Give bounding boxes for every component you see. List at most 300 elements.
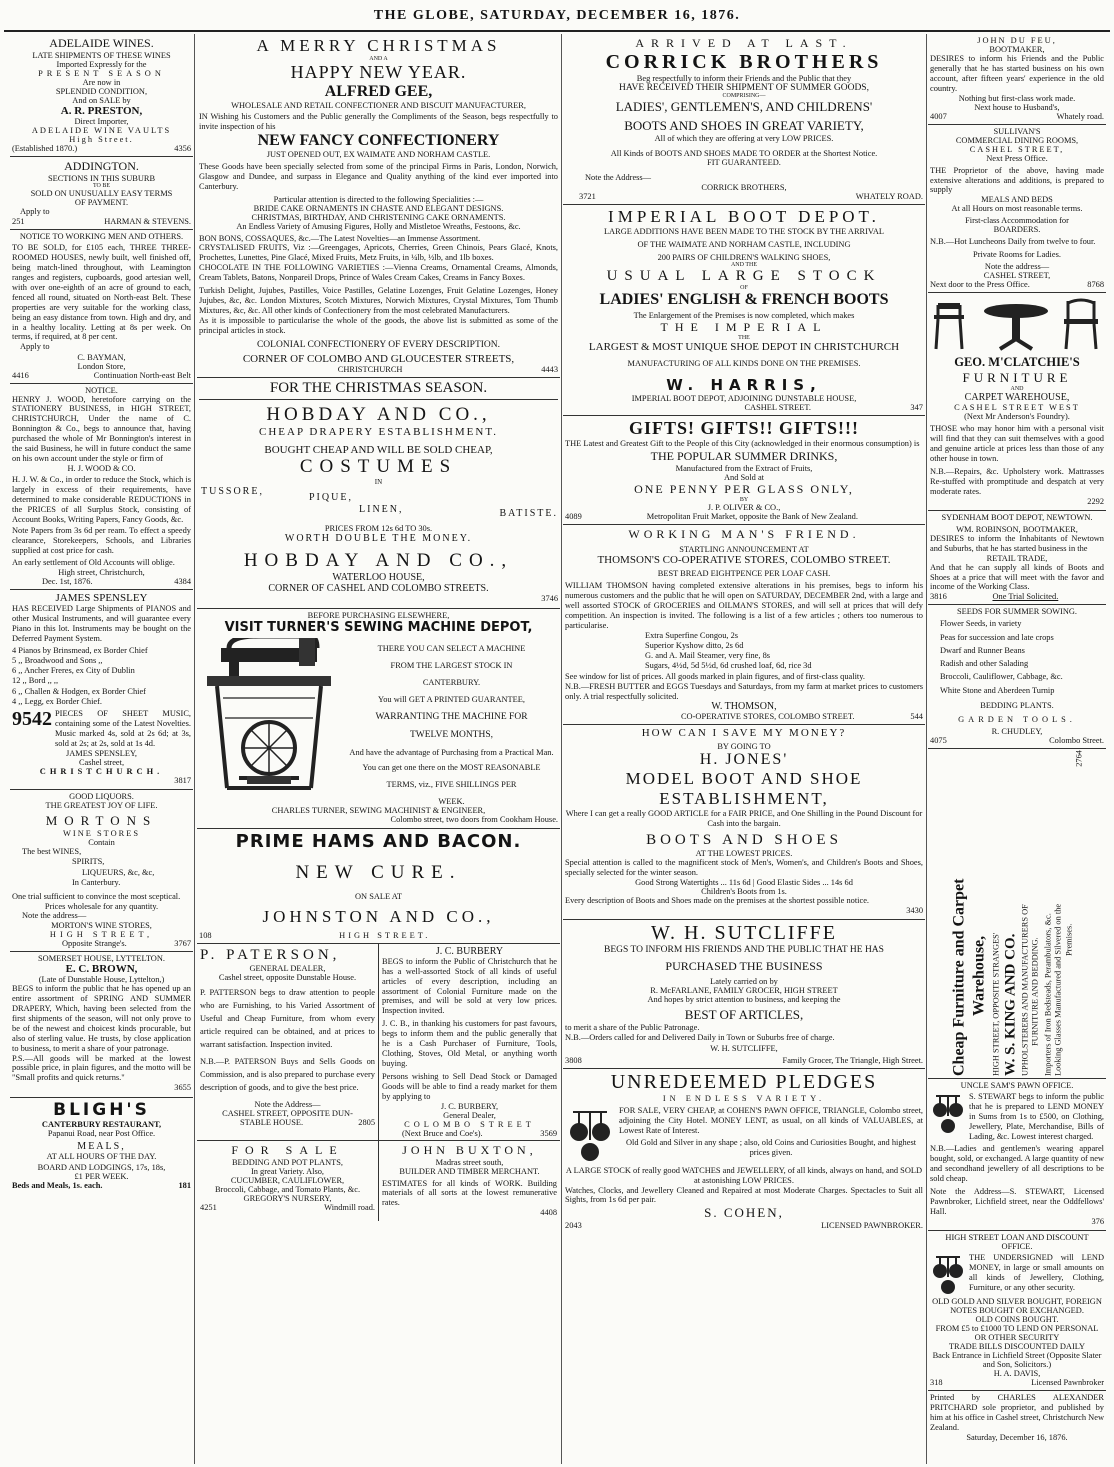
ad-body: WILLIAM THOMSON having completed extensive alterations in his premises, begs to inform his numerous customers and the public that he will open on SATURDAY, DECEMBER 2nd, with a large and well assorted STOCK of GROCERIES and OILMAN'S STORES, and will sell at prices that will defy competition. An inspection is invited. The following is a list of a few articles ; others too numerous to particularise. bbox=[565, 581, 923, 630]
buxton-builder-ad bbox=[378, 1141, 560, 1221]
ad-number: 544 bbox=[910, 712, 923, 722]
pawnbroker-balls-icon bbox=[930, 1092, 966, 1136]
ad-line: Imported Expressly for the bbox=[56, 60, 147, 69]
jones-boot-shoe-ad bbox=[563, 725, 925, 920]
ad-line: STARTLING ANNOUNCEMENT AT bbox=[679, 545, 809, 555]
ad-line: All of which they are offering at very LOW PRICES. bbox=[654, 134, 834, 143]
ad-line: THE POPULAR SUMMER DRINKS, bbox=[650, 449, 838, 464]
ad-number: 3721 bbox=[579, 192, 596, 202]
ad-line: UPHOLSTERERS AND MANUFACTURERS OF bbox=[1020, 904, 1030, 1077]
seed-item: Broccoli, Cauliflower, Cabbage, &c. bbox=[940, 672, 1063, 682]
sewing-machine-illustration bbox=[199, 638, 339, 798]
uncle-sams-pawn-office-ad bbox=[928, 1079, 1106, 1231]
ad-line: Children's Boots from 1s. bbox=[701, 887, 787, 897]
ad-line: In great Variety. Also, bbox=[250, 1166, 325, 1176]
alfred-gee-confectioner-ad bbox=[197, 34, 560, 378]
ad-line: Good Strong Watertights ... 11s 6d | Good Elastic Sides ... 14s 6d bbox=[635, 878, 853, 888]
ad-title: SEEDS FOR SUMMER SOWING. bbox=[956, 607, 1078, 617]
ad-line: CORNER OF CASHEL AND COLOMBO STREETS. bbox=[268, 583, 489, 595]
ad-body: N.B.—Repairs, &c. Upholstery work. Mattrasses Re-stuffed with promptitude and despatch at very moderate rates. bbox=[930, 466, 1104, 496]
ad-title: ARRIVED AT LAST. bbox=[635, 36, 853, 50]
ad-name: C. BAYMAN, bbox=[77, 352, 126, 362]
ad-title: IMPERIAL BOOT DEPOT. bbox=[608, 207, 880, 227]
ad-line: LATE SHIPMENTS OF THESE WINES bbox=[32, 51, 171, 60]
ad-body: THE Proprietor of the above, having made extensive alterations and additions, is prepared to supply bbox=[930, 165, 1104, 195]
ad-number: 3569 bbox=[540, 1128, 557, 1138]
ad-line: Next house to Husband's, bbox=[974, 102, 1060, 112]
ad-number: 4416 bbox=[12, 370, 29, 380]
ad-line: Cashel street, bbox=[78, 757, 125, 767]
ad-number: 3816 bbox=[930, 592, 947, 602]
ad-title: Cheap Furniture and Carpet bbox=[950, 878, 968, 1077]
king-furniture-warehouse-ad bbox=[928, 749, 1106, 1079]
gregory-nursery-ad bbox=[197, 1141, 378, 1221]
ad-line: In Canterbury. bbox=[72, 877, 121, 887]
ad-body: BEGS to inform the public that he has opened up an entire assortment of SPRING AND SUMMER DRAPERY, Which, having been selected from the first shipments of the season, will not only prove to be of the newest and choicest kinds procurable, but also of sterling value. He trusts, by close application to business, to merit a share of your patronage. bbox=[12, 984, 191, 1053]
ad-line: STABLE HOUSE. bbox=[240, 1118, 304, 1128]
ad-line: CASHEL STREET, bbox=[969, 144, 1065, 154]
ad-line: High Street. bbox=[69, 135, 134, 144]
spensley-pianos-ad bbox=[10, 590, 193, 790]
ad-body: TO BE SOLD, for £105 each, THREE THREE-ROOMED HOUSES, newly built, well finished off, being match-lined throughout, with Leamington ranges and registers, cupboards, good artesian well, with over one-eighth of an acre of ground to each, fenced all round, situated on North-east Belt. These properties are very suitable for the working class, being an easy distance from town. High and dry, and in a healthy locality. Letting at 8s per week. On terms, if required, at 8 per cent. bbox=[12, 243, 191, 342]
ad-line: CO-OPERATIVE STORES, COLOMBO STREET. bbox=[680, 712, 855, 722]
speciality-item: Turkish Delight, Jujubes, Pastilles, Voice Pastilles, Gelatine Lozenges, Fruit Gelatine Lozenges, Honey Jujubes, &c, &c. London Mixtures, Scotch Mixtures, Norwich Mixtures, Crystal Mixtures, Tom Thumb Mixtures, &c, &c. All other kinds of Confectionery from the most celebrated Manufacturers. bbox=[199, 286, 558, 315]
speciality-item: As it is impossible to particularise the whole of the goods, the above list is submitted as some of the principal articles in stock. bbox=[199, 315, 558, 335]
ad-line: Are now in bbox=[82, 78, 121, 87]
ad-line: Colombo Street. bbox=[1049, 735, 1104, 745]
ad-line: Note the Address— bbox=[585, 173, 652, 182]
ad-line: Cashel street, opposite Dunstable House. bbox=[218, 973, 357, 983]
ad-line: SOLD ON UNUSUALLY EASY TERMS bbox=[30, 189, 173, 198]
ad-line: CHRISTCHURCH. bbox=[39, 766, 164, 776]
cohen-pawn-office-ad bbox=[563, 1069, 925, 1234]
ad-line: USUAL LARGE STOCK bbox=[606, 268, 882, 285]
ad-line: COLOMBO STREET bbox=[404, 1119, 535, 1129]
ad-line: WARRANTING THE MACHINE FOR bbox=[375, 711, 528, 722]
ad-title: GIFTS! GIFTS!! GIFTS!!! bbox=[628, 418, 860, 439]
johnston-hams-bacon-ad bbox=[197, 829, 560, 944]
furniture-illustration bbox=[930, 297, 1104, 353]
seed-item: Peas for succession and late crops bbox=[940, 632, 1054, 642]
ad-body: Special attention is called to the magnificent stock of Men's, Women's, and Children's Boots and Shoes, specially selected for the winter season. bbox=[565, 858, 923, 878]
ad-line: £1 PER WEEK. bbox=[74, 1171, 129, 1181]
imprint-date: Saturday, December 16, 1876. bbox=[966, 1432, 1068, 1442]
pawnbroker-balls-icon bbox=[565, 1106, 615, 1164]
ad-name: GREGORY'S NURSERY, bbox=[243, 1193, 332, 1203]
ad-line: And have the advantage of Purchasing from a Practical Man. bbox=[349, 747, 554, 757]
ad-number: 2805 bbox=[358, 1118, 375, 1128]
oliver-summer-drinks-ad bbox=[563, 416, 925, 525]
mclatchie-furniture-ad bbox=[928, 293, 1106, 511]
imperial-boot-depot-ad bbox=[563, 205, 925, 416]
ad-title: NOTICE TO WORKING MEN AND OTHERS. bbox=[19, 232, 184, 242]
fabric-item: LINEN, bbox=[359, 503, 404, 515]
ad-line: CASHEL STREET. bbox=[744, 403, 811, 413]
ad-line: CHEAP DRAPERY ESTABLISHMENT. bbox=[259, 425, 498, 438]
ad-title: UNCLE SAM'S PAWN OFFICE. bbox=[960, 1080, 1074, 1090]
ad-body: S. STEWART begs to inform the public that he is prepared to LEND MONEY in Sums from 1s to £500, on Clothing, Jewellery, Plate, Merchandise, Bills of Lading, &c. Lowest interest charged. bbox=[969, 1091, 1104, 1141]
ad-number: 2764 bbox=[1074, 750, 1084, 768]
ad-body: DESIRES to inform his Friends and the Public generally that he has started business on his own account, after fifteen years' experience in the old country. bbox=[930, 54, 1104, 93]
ad-number: 4007 bbox=[930, 111, 947, 121]
ad-title: JOHN BUXTON, bbox=[402, 1142, 537, 1157]
two-column-ads-row bbox=[197, 1140, 560, 1221]
ad-title: PRIME HAMS AND BACON. bbox=[235, 830, 522, 852]
ad-title: ESTABLISHMENT, bbox=[659, 789, 829, 809]
piano-item: 12 ,, Bord ,, ,, bbox=[12, 676, 59, 686]
speciality-item: CRYSTALISED FRUITS, Viz :—Greengages, Apricots, Cherries, Green Chinois, Pears Glacé, Knots, Prochettes, Lunettes, Pine Glacé, Mixed Fruits, Metz Fruits, in ¼lb, ½lb, and 1lb boxes. bbox=[199, 243, 558, 263]
ad-line: THOMSON'S CO-OPERATIVE STORES, COLOMBO STREET. bbox=[597, 554, 891, 567]
ad-line: Note the address— bbox=[984, 262, 1050, 272]
ad-line: WHOLESALE AND RETAIL CONFECTIONER AND BISCUIT MANUFACTURER, bbox=[231, 101, 526, 110]
ad-name: R. CHUDLEY, bbox=[991, 726, 1043, 736]
ad-line: Prices wholesale for any quantity. bbox=[44, 901, 159, 911]
ad-title: SOMERSET HOUSE, LYTTELTON. bbox=[38, 954, 165, 964]
ad-line: Apply to bbox=[20, 342, 50, 352]
ad-title: JOHN DU FEU, bbox=[977, 36, 1057, 45]
ad-line: HIGH STREET, bbox=[49, 930, 154, 940]
ad-line: TO BE bbox=[92, 183, 111, 189]
ad-body: ESTIMATES for all kinds of WORK. Building materials of all sorts at the lowest remunerative rates. bbox=[382, 1178, 557, 1208]
ad-line: Premises. bbox=[1064, 924, 1074, 957]
ad-line: Licensed Pawnbroker bbox=[1031, 1378, 1104, 1387]
ad-line: WHATELY ROAD. bbox=[855, 192, 923, 202]
thomson-cooperative-stores-ad bbox=[563, 525, 925, 725]
ad-number: 8768 bbox=[1087, 280, 1104, 290]
ad-line: FIT GUARANTEED. bbox=[707, 158, 781, 167]
ad-line: to merit a share of the Public Patronage. bbox=[565, 1023, 700, 1033]
ad-body: Persons wishing to Sell Dead Stock or Damaged Goods will be able to find a ready market for them by applying to bbox=[382, 1071, 557, 1101]
ad-number: 4384 bbox=[174, 577, 191, 587]
ad-line: SECTIONS IN THIS SUBURB bbox=[47, 174, 156, 183]
ad-line: CANTERBURY. bbox=[422, 677, 481, 687]
ad-line: MEALS AND BEDS bbox=[981, 195, 1053, 205]
ad-line: At all Hours on most reasonable terms. bbox=[951, 204, 1083, 214]
ad-line: CHRISTCHURCH bbox=[337, 364, 403, 374]
ad-number: 376 bbox=[1091, 1216, 1104, 1226]
fabric-item: PIQUE, bbox=[309, 491, 353, 503]
corrick-brothers-ad bbox=[563, 34, 925, 205]
ad-name: CORRICK BROTHERS, bbox=[701, 183, 787, 193]
ad-line: And on SALE by bbox=[72, 96, 131, 105]
ad-name: W. THOMSON, bbox=[711, 701, 777, 713]
ad-line: BY GOING TO bbox=[717, 742, 771, 752]
ad-line: ON SALE AT bbox=[355, 891, 402, 901]
ad-number: 4408 bbox=[540, 1208, 557, 1218]
ad-line: Colombo street, two doors from Cookham House. bbox=[390, 814, 558, 824]
ad-name: WM. ROBINSON, BOOTMAKER, bbox=[956, 524, 1078, 534]
ad-title: HOW CAN I SAVE MY MONEY? bbox=[641, 727, 847, 740]
ad-name: CHARLES TURNER, SEWING MACHINIST & ENGINEER, bbox=[271, 805, 486, 815]
ad-name: HOBDAY AND CO., bbox=[266, 403, 491, 425]
ad-line: R. McFARLANE, FAMILY GROCER, HIGH STREET bbox=[650, 986, 838, 996]
ad-line: BOARDERS. bbox=[993, 225, 1041, 235]
fabric-item: BATISTE. bbox=[499, 508, 558, 520]
ad-line: HIGH STREET, OPPOSITE STRANGES' bbox=[991, 933, 1001, 1077]
ad-line: IN bbox=[374, 477, 383, 486]
ad-line: One Trial Solicited. bbox=[992, 592, 1059, 602]
ad-line: FURNITURE AND BEDDING. bbox=[1030, 937, 1040, 1047]
ad-title: UNREDEEMED PLEDGES bbox=[610, 1070, 878, 1093]
turner-sewing-machine-ad bbox=[197, 609, 560, 829]
ad-line: General Dealer, bbox=[443, 1110, 496, 1120]
column-rule bbox=[194, 34, 195, 1464]
grocery-item: Sugars, 4½d, 5d 5½d, 6d crushed loaf, 6d, rice 3d bbox=[645, 661, 812, 671]
ad-line: THE bbox=[738, 335, 750, 342]
speciality-item: CHOCOLATE IN THE FOLLOWING VARIETIES :—Vienna Creams, Ornamental Creams, Almonds, Cream Tablets, Batons, Nonpareil Drops, Prince of Wales Cream Cakes, Creams in Fancy Boxes. bbox=[199, 263, 558, 283]
ad-title: WORKING MAN'S FRIEND. bbox=[628, 527, 860, 542]
ad-name: A. R. PRESTON, bbox=[60, 105, 143, 117]
ad-line: You will GET A PRINTED GUARANTEE, bbox=[378, 694, 525, 704]
ad-title: NOTICE. bbox=[85, 385, 118, 395]
ad-line: HAVE RECEIVED THEIR SHIPMENT OF SUMMER GOODS, bbox=[619, 83, 869, 93]
sheet-music-count: 9542 bbox=[12, 708, 52, 731]
ad-number: 3817 bbox=[174, 775, 191, 785]
column-rule bbox=[561, 34, 562, 1464]
ad-line: Opposite Strange's. bbox=[62, 939, 127, 949]
ad-line: Back Entrance in Lichfield Street (Opposite Slater and Son, Solicitors.) bbox=[932, 1351, 1102, 1369]
ad-line: CORNER OF COLOMBO AND GLOUCESTER STREETS, bbox=[242, 352, 515, 365]
ad-line: BEDDING AND POT PLANTS, bbox=[231, 1157, 344, 1167]
ad-line: Note the Address— bbox=[254, 1100, 321, 1110]
ad-line: Whately road. bbox=[1056, 111, 1104, 121]
working-men-notice-ad bbox=[10, 230, 193, 383]
ad-line: RETAIL TRADE, bbox=[986, 553, 1048, 563]
ad-line: You can get one there on the MOST REASONABLE bbox=[362, 762, 541, 772]
ad-line: WEEK. bbox=[438, 796, 465, 806]
ad-number: 4251 bbox=[200, 1202, 217, 1212]
ad-line: AT THE LOWEST PRICES. bbox=[695, 849, 793, 859]
ad-line: BUILDER AND TIMBER MERCHANT. bbox=[399, 1166, 540, 1176]
ad-line: CARPET WAREHOUSE, bbox=[964, 392, 1070, 404]
ad-body: Every description of Boots and Shoes made on the premises at the shortest possible notice. bbox=[565, 896, 869, 906]
ad-line: AND A bbox=[369, 56, 388, 62]
ad-line: FROM £5 to £1000 TO LEND ON PERSONAL OR OTHER SECURITY bbox=[935, 1324, 1099, 1342]
column-3 bbox=[563, 34, 925, 1464]
ad-line: Nothing but first-class work made. bbox=[958, 93, 1076, 103]
ad-line: And Sold at bbox=[723, 473, 764, 483]
paterson-dealer-ad bbox=[197, 944, 378, 1140]
column-rule bbox=[926, 34, 927, 1464]
ad-line: JUST OPENED OUT, EX WAIMATE AND NORHAM CASTLE. bbox=[266, 149, 491, 159]
ad-body: P. PATTERSON begs to draw attention to people who are Furnishing, to his Varied Assortment of Useful and Cheap Furniture, from whom every article required can be obtained, and at prices to warrant satisfaction. Inspection invited. bbox=[200, 988, 375, 1050]
ad-line: (Next Mr Anderson's Foundry). bbox=[964, 412, 1070, 422]
ad-line: MEALS, bbox=[77, 1140, 126, 1152]
ad-line: (Next Bruce and Coe's). bbox=[402, 1128, 483, 1138]
ad-body: BEGS to inform the Public of Christchurch that he has a well-assorted Stock of all kinds of useful articles of every description, including an assortment of Colonial Furniture made on the premises, and will be sold at very low prices. Inspection invited. bbox=[382, 956, 557, 1016]
ad-body: Old Gold and Silver in any shape ; also, old Coins and Curiosities Bought, and highest prices given. bbox=[625, 1138, 917, 1158]
ad-name: J. P. OLIVER & CO., bbox=[707, 503, 781, 513]
ad-line: LIQUEURS, &c, &c, bbox=[82, 867, 155, 877]
piano-item: 6 ,, Ancher Freres, ex City of Dublin bbox=[12, 666, 135, 676]
piano-item: 5 ,, Broadwood and Sons ,, bbox=[12, 655, 103, 665]
ad-line: MORTON'S WINE STORES, bbox=[51, 921, 152, 931]
ad-name: W. S. KING AND CO. bbox=[1002, 933, 1019, 1077]
ad-number: 4443 bbox=[541, 364, 558, 374]
ad-name: H. JONES' bbox=[699, 751, 789, 769]
speciality-item: BON BONS, COSSAQUES, &c.—The Latest Novelties—an Immense Assortment. bbox=[199, 233, 481, 243]
ad-line: Continuation North-east Belt bbox=[93, 370, 191, 380]
ad-number: 4356 bbox=[174, 144, 191, 153]
ad-title: SYDENHAM BOOT DEPOT, NEWTOWN. bbox=[941, 512, 1093, 522]
sutcliffe-grocer-ad bbox=[563, 920, 925, 1069]
column-4 bbox=[928, 34, 1106, 1464]
ad-title: COSTUMES bbox=[299, 455, 458, 477]
ad-body: THOSE who may honor him with a personal visit will find that they can suit themselves with a good and genuine article at prices less than those of any other house in town. bbox=[930, 424, 1104, 463]
ad-line: COLONIAL CONFECTIONERY OF EVERY DESCRIPTION. bbox=[256, 339, 501, 350]
ad-line: WATERLOO HOUSE, bbox=[332, 572, 425, 584]
printer-imprint bbox=[928, 1391, 1106, 1445]
mortons-wine-stores-ad bbox=[10, 790, 193, 952]
ad-title: HIGH STREET LOAN AND DISCOUNT OFFICE. bbox=[945, 1233, 1089, 1251]
ad-line: Note the address— bbox=[22, 910, 87, 920]
ad-line: GARDEN TOOLS. bbox=[958, 714, 1076, 724]
ad-line: GENERAL DEALER, bbox=[249, 964, 326, 974]
ad-line: BOUGHT CHEAP AND WILL BE SOLD CHEAP, bbox=[264, 443, 493, 456]
ad-line: Family Grocer, The Triangle, High Street. bbox=[782, 1055, 923, 1065]
ad-body: P.S.—All goods will be marked at the lowest possible price, in plain figures, and the motto will be "Small profits and quick returns." bbox=[12, 1053, 191, 1083]
ad-line: Direct Importer, bbox=[74, 117, 129, 126]
ad-number: 181 bbox=[178, 1180, 191, 1190]
ad-body: THE UNDERSIGNED will LEND MONEY, in large or small amounts on all kinds of Jewellery, Clothing, Furniture, or any other security. bbox=[969, 1253, 1104, 1292]
ad-title: GOOD LIQUORS. bbox=[69, 792, 134, 802]
ad-title: ADDINGTON. bbox=[64, 159, 139, 173]
ad-line: CASHEL STREET WEST bbox=[954, 403, 1080, 413]
ad-title: FURNITURE bbox=[962, 370, 1072, 386]
ad-name: HOBDAY AND CO., bbox=[243, 550, 514, 572]
column-2 bbox=[197, 34, 560, 1464]
ad-line: BOOTMAKER, bbox=[989, 45, 1045, 54]
ad-line: 200 PAIRS OF CHILDREN'S WALKING SHOES, bbox=[657, 253, 831, 263]
ad-line: All Kinds of BOOTS AND SHOES MADE TO ORDER at the Shortest Notice. bbox=[610, 149, 878, 158]
ad-line: THE IMPERIAL bbox=[660, 320, 828, 335]
ad-name: HARMAN & STEVENS. bbox=[104, 217, 191, 227]
robinson-bootmaker-ad bbox=[928, 511, 1106, 606]
ad-line: BEGS TO INFORM HIS FRIENDS AND THE PUBLIC THAT HE HAS bbox=[604, 945, 884, 956]
du-feu-bootmaker-ad bbox=[928, 34, 1106, 125]
ad-line: Dec. 1st, 1876. bbox=[42, 577, 93, 587]
ad-line: OF bbox=[740, 285, 748, 292]
ad-line: COMMERCIAL DINING ROOMS, bbox=[955, 135, 1079, 145]
ad-title: NEW FANCY CONFECTIONERY bbox=[257, 131, 500, 149]
ad-title: ADELAIDE WINES. bbox=[49, 36, 154, 50]
ad-name: GEO. M'CLATCHIE'S bbox=[954, 355, 1080, 370]
seed-item: White Stone and Aberdeen Turnip bbox=[940, 685, 1055, 695]
ad-number: 2292 bbox=[1087, 496, 1104, 506]
masthead-title: THE GLOBE, SATURDAY, DECEMBER 16, 1876. bbox=[373, 8, 741, 23]
ad-line: THE GREATEST JOY OF LIFE. bbox=[45, 801, 158, 811]
sullivans-dining-rooms-ad bbox=[928, 125, 1106, 294]
ad-line: Importers of Iron Bedsteads, Perambulators, &c. bbox=[1043, 913, 1053, 1077]
ad-title: P. PATERSON, bbox=[200, 946, 341, 963]
ad-line: AND bbox=[1010, 386, 1024, 393]
ad-line: Looking Glasses Manufactured and Silvered on the bbox=[1053, 904, 1063, 1077]
blighs-restaurant-ad bbox=[10, 1098, 193, 1193]
davis-loan-discount-office-ad bbox=[928, 1231, 1106, 1391]
ad-number: 2043 bbox=[565, 1221, 582, 1231]
ad-title: SULLIVAN'S bbox=[993, 126, 1041, 136]
fabric-item: TUSSORE, bbox=[201, 485, 264, 497]
addington-ad bbox=[10, 157, 193, 230]
speciality-item: An Endless Variety of Amusing Figures, Holly and Mistletoe Wreaths, Festoons, &c. bbox=[236, 221, 521, 231]
ad-body: And that he can supply all kinds of Boots and Shoes at a price that will meet with the favor and income of the Working Class. bbox=[930, 562, 1104, 592]
ad-line: WORTH DOUBLE THE MONEY. bbox=[284, 533, 473, 545]
ad-body: J. C. B., in thanking his customers for past favours, begs to inform them and the public generally that he is a Cash Purchaser of Furniture, Tools, Clothing, Stoves, Old Metal, or anything worth buying. bbox=[382, 1019, 557, 1068]
ad-line: TERMS, viz., FIVE SHILLINGS PER bbox=[386, 779, 517, 789]
ad-name: MORTONS bbox=[45, 813, 158, 829]
ad-name: W. H. SUTCLIFFE, bbox=[710, 1043, 778, 1053]
ad-line: WINE STORES bbox=[63, 829, 140, 839]
ad-line: BOOTS AND SHOES bbox=[646, 832, 842, 849]
ad-line: TWELVE MONTHS, bbox=[409, 729, 494, 740]
ad-number: 251 bbox=[12, 217, 25, 227]
ad-line: Next Press Office. bbox=[986, 153, 1048, 163]
ad-body: N.B.—Ladies and gentlemen's wearing apparel bought, sold, or exchanged. A large quantity of new and secondhand jewellery of all descriptions to be sold cheap. bbox=[930, 1144, 1104, 1184]
ad-line: PRICES FROM 12s 6d TO 30s. bbox=[324, 524, 433, 534]
ad-line: Madras street south, bbox=[435, 1157, 504, 1167]
ad-line: BOARD AND LODGINGS, 17s, 18s, bbox=[37, 1162, 166, 1172]
ad-line: PRESENT SEASON bbox=[38, 69, 165, 78]
piano-item: 4 ,, Legg, ex Border Chief. bbox=[12, 696, 103, 706]
ad-body: One trial sufficient to convince the most sceptical. bbox=[12, 892, 181, 902]
column-1 bbox=[10, 34, 193, 1464]
ad-line: (Established 1870.) bbox=[12, 144, 78, 153]
ad-line: First-class Accommodation for bbox=[965, 216, 1069, 226]
ad-line: THERE YOU CAN SELECT A MACHINE bbox=[377, 643, 526, 653]
ad-number: 318 bbox=[930, 1378, 943, 1387]
ad-body: N.B.—FRESH BUTTER and EGGS Tuesdays and Saturdays, from my farm at market prices to customers only. A trial respectfully solicited. bbox=[565, 681, 923, 701]
seed-item: Radish and other Salading bbox=[940, 659, 1029, 669]
ad-line: TRADE BILLS DISCOUNTED DAILY bbox=[948, 1342, 1086, 1351]
ad-line: BEDDING PLANTS. bbox=[980, 700, 1054, 710]
ad-line: MANUFACTURING OF ALL KINDS DONE ON THE PREMISES. bbox=[627, 359, 861, 369]
ad-number: 3430 bbox=[906, 905, 923, 915]
burbery-dealer-ad bbox=[378, 944, 560, 1140]
ad-line: Beg respectfully to inform their Friends and the Public that they bbox=[636, 74, 852, 83]
ad-body: N.B.—P. PATERSON Buys and Sells Goods on Commission, and is also prepared to purchase every description of goods, and to give the best price. bbox=[200, 1057, 375, 1093]
ad-title: HAPPY NEW YEAR. bbox=[290, 62, 467, 82]
ad-line: High street, Christchurch, bbox=[58, 568, 145, 578]
ad-line: LADIES' ENGLISH & FRENCH BOOTS bbox=[599, 291, 889, 309]
ad-line: AND THE bbox=[730, 262, 758, 269]
ad-line: ONE PENNY PER GLASS ONLY, bbox=[634, 482, 854, 497]
ad-line: And hopes by strict attention to business, and keeping the bbox=[647, 995, 841, 1005]
grocery-item: Superior Kyshow ditto, 2s 6d bbox=[645, 640, 744, 650]
seed-item: Dwarf and Runner Beans bbox=[940, 645, 1025, 655]
ad-title: FOR SALE bbox=[231, 1142, 344, 1157]
ad-line: IN ENDLESS VARIETY. bbox=[662, 1093, 826, 1103]
wood-stationery-notice-ad bbox=[10, 384, 193, 591]
ad-number: 4089 bbox=[565, 512, 582, 522]
ad-line: Apply to bbox=[20, 207, 50, 216]
ad-name: E. C. BROWN, bbox=[65, 963, 138, 976]
ad-body: DESIRES to inform the Inhabitants of Newtown and Suburbs, that he has started business in the bbox=[930, 533, 1104, 553]
ad-line: LARGE ADDITIONS HAVE BEEN MADE TO THE STOCK BY THE ARRIVAL bbox=[603, 227, 885, 237]
piano-item: 4 Pianos by Brinsmead, ex Border Chief bbox=[12, 645, 148, 655]
ad-line: OF PAYMENT. bbox=[74, 198, 129, 207]
ad-line: BEFORE PURCHASING ELSEWHERE, bbox=[307, 610, 450, 620]
ad-title: BLIGH'S bbox=[53, 1099, 150, 1120]
ad-line: Manufactured from the Extract of Fruits, bbox=[675, 464, 813, 474]
ad-title: Warehouse, bbox=[969, 936, 987, 1017]
ad-name: W. H. SUTCLIFFE bbox=[651, 922, 837, 945]
speciality-item: CHRISTMAS, BIRTHDAY, AND CHRISTENING CAKE ORNAMENTS. bbox=[251, 212, 506, 222]
ad-title: J. C. BURBERY bbox=[435, 945, 504, 957]
ad-number: 3767 bbox=[174, 939, 191, 949]
ad-line: BEST OF ARTICLES, bbox=[684, 1007, 804, 1023]
ad-body: THE Latest and Greatest Gift to the People of this City (acknowledged in their enormous consumption) is bbox=[565, 439, 920, 449]
ad-body: Where I can get a really GOOD ARTICLE for a FAIR PRICE, and One Shilling in the Pound Discount for Cash into the bargain. bbox=[565, 809, 923, 829]
